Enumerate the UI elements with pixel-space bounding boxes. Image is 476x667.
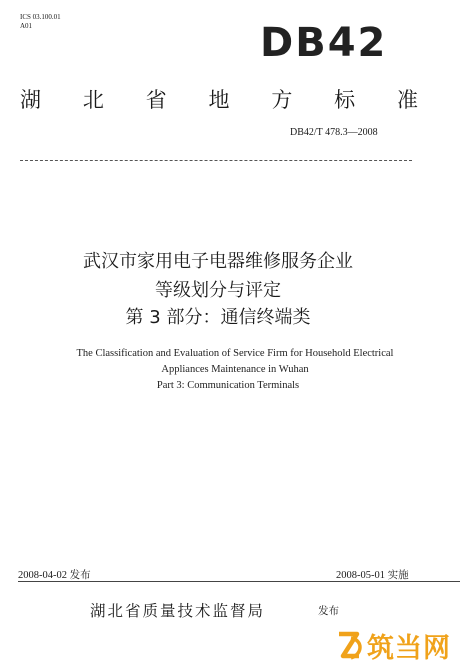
standard-type-char: 湖 xyxy=(20,88,41,112)
footer-divider xyxy=(18,581,460,582)
category-code: A01 xyxy=(20,22,33,30)
title-en-line-2: Appliances Maintenance in Wuhan xyxy=(161,364,309,375)
zd-logo-icon xyxy=(335,630,365,662)
title-cn-line-3: 第 3 部分：通信终端类 xyxy=(125,307,311,328)
ics-code: ICS 03.100.01 xyxy=(20,13,61,21)
title-cn-line-2: 等级划分与评定 xyxy=(155,280,281,301)
standard-type-char: 地 xyxy=(208,88,230,112)
publish-label: 发布 xyxy=(318,605,339,617)
standard-mark: DB42 xyxy=(260,20,388,66)
watermark xyxy=(335,626,451,665)
title-en-line-1: The Classification and Evaluation of Service Firm for Household Electrical xyxy=(76,348,394,359)
implementation-date: 2008-05-01 实施 xyxy=(336,570,409,581)
standard-type-char: 标 xyxy=(334,88,356,112)
classification-codes xyxy=(20,13,61,31)
header-divider xyxy=(20,160,412,161)
issue-date: 2008-04-02 发布 xyxy=(18,570,91,581)
publisher-name: 湖北省质量技术监督局 xyxy=(90,602,266,620)
watermark-text: 筑当网 xyxy=(367,633,451,664)
standard-number: DB42/T 478.3—2008 xyxy=(290,127,378,138)
standard-type-char: 北 xyxy=(82,88,104,112)
standard-type xyxy=(20,84,418,114)
standard-type-char: 省 xyxy=(145,88,167,112)
title-en-line-3: Part 3: Communication Terminals xyxy=(156,380,300,391)
standard-type-char: 准 xyxy=(396,88,418,112)
standard-type-char: 方 xyxy=(271,88,293,112)
title-cn-line-1: 武汉市家用电子电器维修服务企业 xyxy=(83,251,353,272)
